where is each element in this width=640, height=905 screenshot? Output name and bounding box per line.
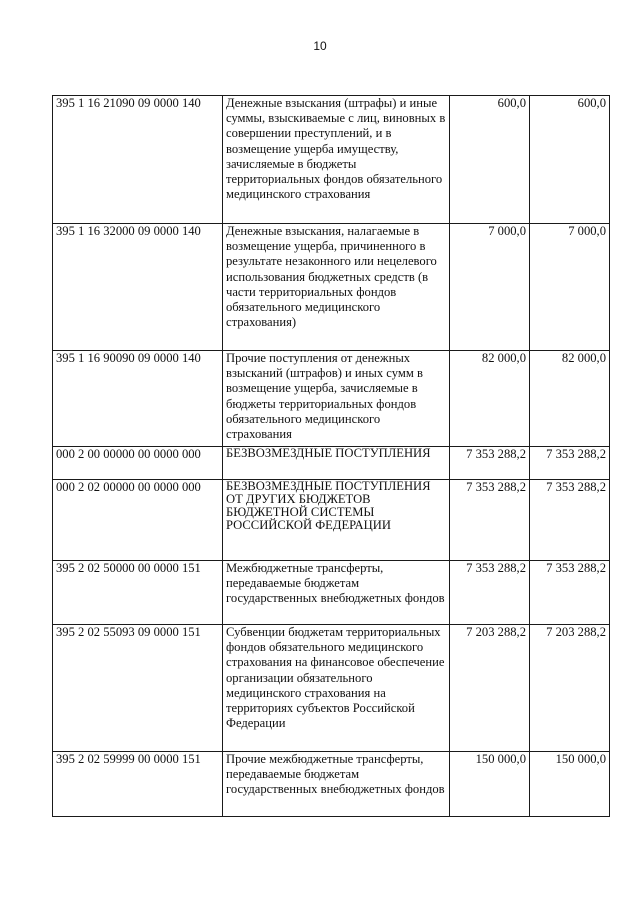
table-row bbox=[53, 625, 610, 752]
amount-cell-1: 7 203 288,2 bbox=[450, 625, 530, 752]
table-row bbox=[53, 351, 610, 447]
amount-cell-1: 7 000,0 bbox=[450, 224, 530, 351]
amount-cell-2: 7 000,0 bbox=[530, 224, 610, 351]
table-row bbox=[53, 752, 610, 817]
revenue-name-cell: Прочие межбюджетные трансферты, передаваемые бюджетам государственных внебюджетных фондов bbox=[223, 752, 450, 817]
table-row bbox=[53, 224, 610, 351]
budget-code-cell: 395 1 16 21090 09 0000 140 bbox=[53, 96, 223, 224]
table-row bbox=[53, 96, 610, 224]
amount-cell-1: 82 000,0 bbox=[450, 351, 530, 447]
budget-code-cell: 395 1 16 90090 09 0000 140 bbox=[53, 351, 223, 447]
table-row bbox=[53, 561, 610, 625]
amount-cell-1: 150 000,0 bbox=[450, 752, 530, 817]
budget-code-cell: 395 2 02 59999 00 0000 151 bbox=[53, 752, 223, 817]
budget-code-cell: 395 1 16 32000 09 0000 140 bbox=[53, 224, 223, 351]
revenue-name-cell: Денежные взыскания (штрафы) и иные суммы, взыскиваемые с лиц, виновных в совершении преступлений, и в возмещение ущерба имуществу, зачисляемые в бюджеты территориальных фондов обязательного медицинского страхования bbox=[223, 96, 450, 224]
revenue-name-cell: БЕЗВОЗМЕЗДНЫЕ ПОСТУПЛЕНИЯ bbox=[223, 447, 450, 480]
revenue-name-cell: Межбюджетные трансферты, передаваемые бюджетам государственных внебюджетных фондов bbox=[223, 561, 450, 625]
revenue-name-cell: Прочие поступления от денежных взысканий (штрафов) и иных сумм в возмещение ущерба, зачисляемые в бюджеты территориальных фондов обязательного медицинского страхования bbox=[223, 351, 450, 447]
amount-cell-1: 600,0 bbox=[450, 96, 530, 224]
budget-code-cell: 395 2 02 50000 00 0000 151 bbox=[53, 561, 223, 625]
table-row bbox=[53, 480, 610, 561]
budget-code-cell: 000 2 02 00000 00 0000 000 bbox=[53, 480, 223, 561]
amount-cell-1: 7 353 288,2 bbox=[450, 561, 530, 625]
budget-revenue-table bbox=[52, 95, 610, 817]
amount-cell-2: 7 203 288,2 bbox=[530, 625, 610, 752]
revenue-name-cell: БЕЗВОЗМЕЗДНЫЕ ПОСТУПЛЕНИЯ ОТ ДРУГИХ БЮДЖЕТОВ БЮДЖЕТНОЙ СИСТЕМЫ РОССИЙСКОЙ ФЕДЕРАЦИИ bbox=[223, 480, 450, 561]
revenue-name-cell: Денежные взыскания, налагаемые в возмещение ущерба, причиненного в результате незаконного или нецелевого использования бюджетных средств (в части территориальных фондов обязательного медицинского страхования) bbox=[223, 224, 450, 351]
amount-cell-2: 600,0 bbox=[530, 96, 610, 224]
amount-cell-2: 7 353 288,2 bbox=[530, 447, 610, 480]
amount-cell-2: 150 000,0 bbox=[530, 752, 610, 817]
budget-code-cell: 395 2 02 55093 09 0000 151 bbox=[53, 625, 223, 752]
amount-cell-2: 7 353 288,2 bbox=[530, 480, 610, 561]
table-row bbox=[53, 447, 610, 480]
amount-cell-2: 82 000,0 bbox=[530, 351, 610, 447]
revenue-name-cell: Субвенции бюджетам территориальных фондов обязательного медицинского страхования на финансовое обеспечение организации обязательного медицинского страхования на территориях субъектов Российской Федерации bbox=[223, 625, 450, 752]
page-number: 10 bbox=[313, 39, 327, 53]
amount-cell-2: 7 353 288,2 bbox=[530, 561, 610, 625]
amount-cell-1: 7 353 288,2 bbox=[450, 480, 530, 561]
budget-code-cell: 000 2 00 00000 00 0000 000 bbox=[53, 447, 223, 480]
amount-cell-1: 7 353 288,2 bbox=[450, 447, 530, 480]
